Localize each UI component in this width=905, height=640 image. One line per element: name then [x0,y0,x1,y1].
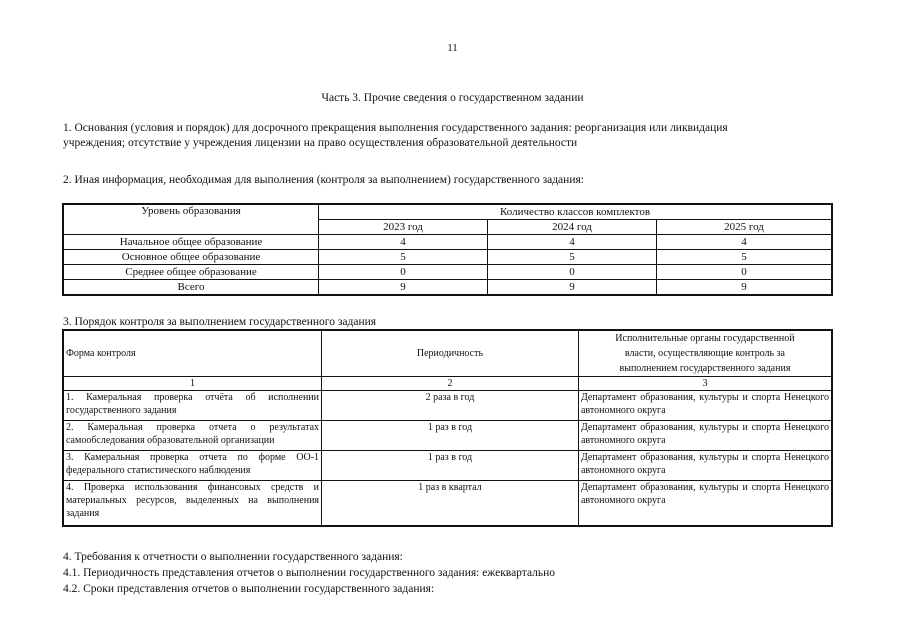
section4-heading: 4. Требования к отчетности о выполнении государственного задания: [63,551,403,563]
control-table [62,329,833,527]
col-group-header: Количество классов комплектов [319,204,833,220]
form-cell: 3. Камеральная проверка отчета по форме ОО-1 федерального статистического наблюдения [63,451,322,481]
level-cell: Среднее общее образование [63,265,319,280]
level-cell: Начальное общее образование [63,235,319,250]
value-cell: 9 [488,280,657,296]
level-cell: Основное общее образование [63,250,319,265]
organ-cell: Департамент образования, культуры и спорта Ненецкого автономного округа [578,451,832,481]
form-cell: 1. Камеральная проверка отчёта об исполнении государственного задания [63,391,322,421]
col-number: 2 [322,377,579,391]
value-cell: 0 [657,265,833,280]
value-cell: 0 [488,265,657,280]
section3-heading: 3. Порядок контроля за выполнением государственного задания [63,316,377,328]
organ-cell: Департамент образования, культуры и спорта Ненецкого автономного округа [578,481,832,527]
period-cell: 1 раз в квартал [322,481,579,527]
period-cell: 1 раз в год [322,451,579,481]
value-cell: 4 [488,235,657,250]
col-form-header: Форма контроля [63,330,322,377]
col-number: 3 [578,377,832,391]
organ-cell: Департамент образования, культуры и спорта Ненецкого автономного округа [578,391,832,421]
section4-item2: 4.2. Сроки представления отчетов о выполнении государственного задания: [63,583,435,595]
value-cell: 5 [657,250,833,265]
year-header: 2024 год [488,220,657,235]
table-row [63,421,832,451]
organ-header-line: Исполнительные органы государственной [615,333,795,344]
section2-heading: 2. Иная информация, необходимая для выполнения (контроля за выполнением) государственного задания: [63,174,584,186]
organ-header-line: выполнением государственного задания [619,363,791,374]
table-row [63,235,832,250]
table-row [63,265,832,280]
page-number: 11 [447,42,458,54]
year-header: 2023 год [319,220,488,235]
section4-item1: 4.1. Периодичность представления отчетов о выполнении государственного задания: ежеквартально [63,567,556,579]
table-row [63,451,832,481]
period-cell: 1 раз в год [322,421,579,451]
table-row [63,481,832,527]
value-cell: 9 [319,280,488,296]
section1-line2: учреждения; отсутствие у учреждения лицензии на право осуществления образовательной деятельности [63,137,578,149]
year-header: 2025 год [657,220,833,235]
organ-header-line: власти, осуществляющие контроль за [624,348,785,359]
col-period-header: Периодичность [322,330,579,377]
value-cell: 5 [488,250,657,265]
table-row [63,391,832,421]
col-organ-header [578,330,832,377]
col-number: 1 [63,377,322,391]
value-cell: 5 [319,250,488,265]
organ-cell: Департамент образования, культуры и спорта Ненецкого автономного округа [578,421,832,451]
table-row [63,250,832,265]
value-cell: 0 [319,265,488,280]
form-cell: 4. Проверка использования финансовых средств и материальных ресурсов, выделенных на выполнения задания [63,481,322,527]
period-cell: 2 раза в год [322,391,579,421]
part-title: Часть 3. Прочие сведения о государственном задании [321,92,584,104]
value-cell: 9 [657,280,833,296]
form-cell: 2. Камеральная проверка отчета о результатах самообследования образовательной организации [63,421,322,451]
class-count-table [62,203,833,296]
table-row-total [63,280,832,296]
value-cell: 4 [657,235,833,250]
section1-line1: 1. Основания (условия и порядок) для досрочного прекращения выполнения государственного задания: реорганизация или ликвидация [63,122,728,134]
level-cell: Всего [63,280,319,296]
col-level-header: Уровень образования [63,204,319,235]
value-cell: 4 [319,235,488,250]
